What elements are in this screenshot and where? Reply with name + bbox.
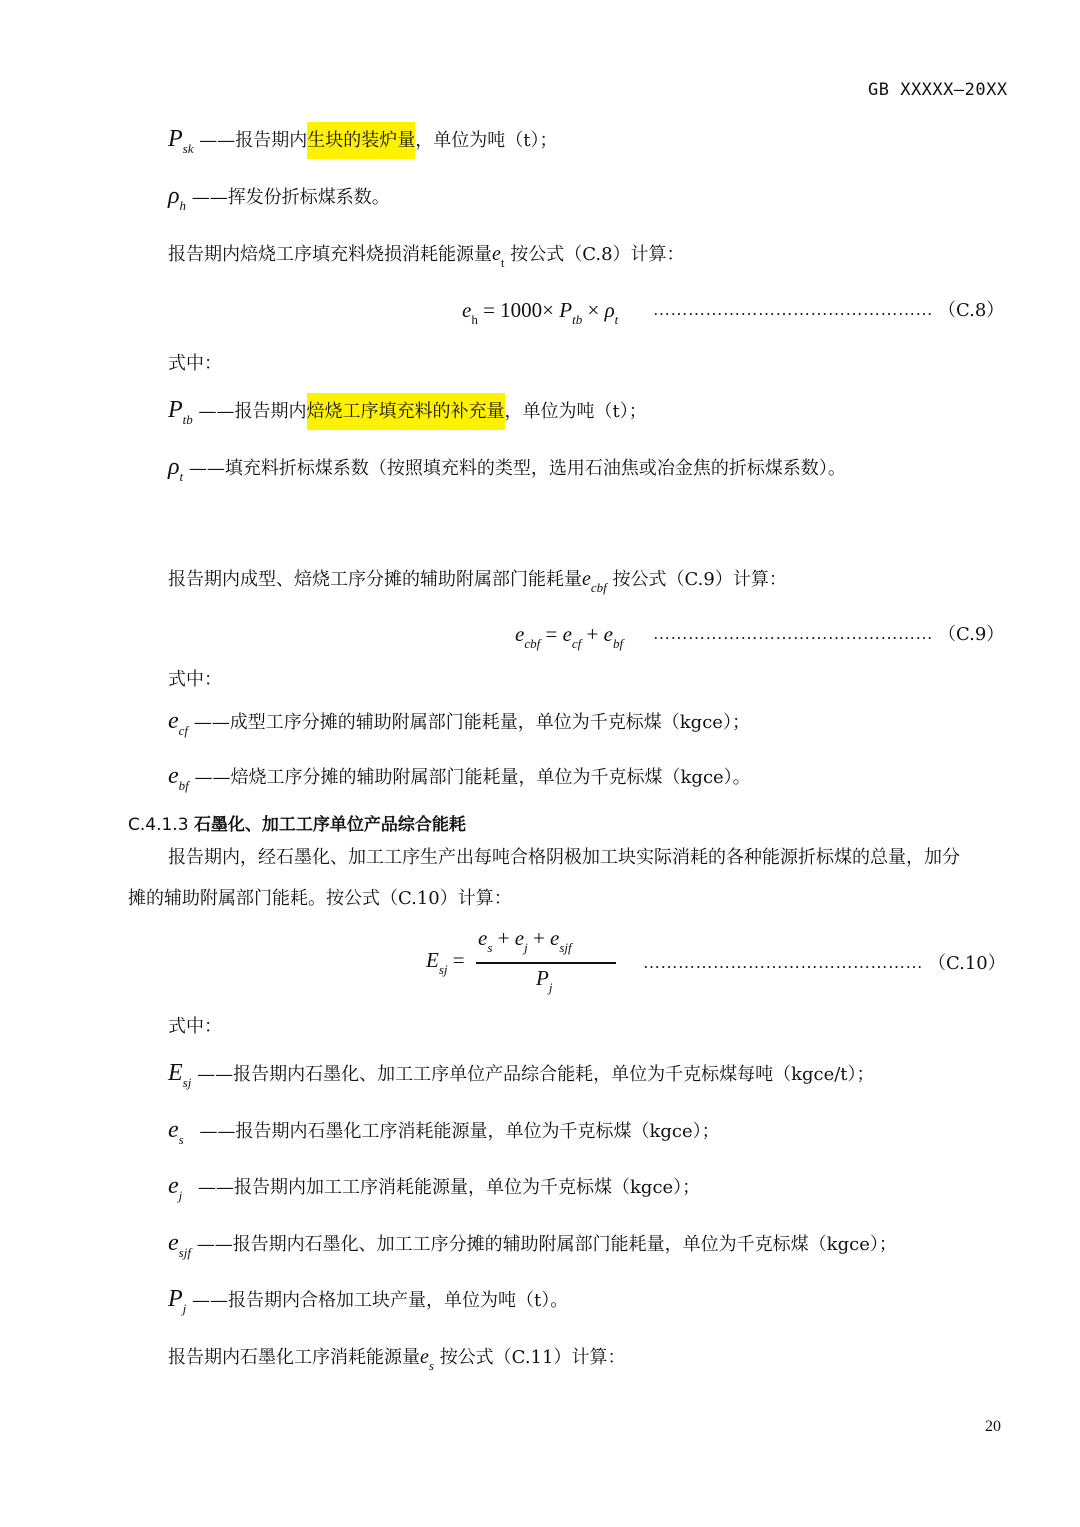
symbol-sub: bf [178, 778, 189, 793]
eq-rho-sub: t [614, 312, 619, 327]
def-psk [168, 127, 557, 154]
paragraph-line: 报告期内，经石墨化、加工工序生产出每吨合格阴极加工块实际消耗的各种能源折标煤的总量，加分 [168, 847, 960, 868]
eq-b-sub: bf [612, 636, 624, 651]
def-text: ——报告期内合格加工块产量，单位为吨（t）。 [192, 1290, 569, 1311]
symbol-rho: ρ [168, 454, 180, 480]
def-es [168, 1118, 720, 1145]
def-ptb [168, 398, 647, 425]
symbol-p: P [168, 1286, 183, 1312]
symbol-e: e [168, 763, 179, 789]
symbol-e: e [168, 708, 179, 734]
def-text: ——焙烧工序分摊的辅助附属部门能耗量，单位为千克标煤（kgce）。 [194, 767, 751, 788]
equation-c8 [462, 298, 619, 327]
symbol-sub: t [179, 469, 184, 484]
symbol-sub: tb [182, 412, 193, 427]
def-text: ——报告期内石墨化、加工工序单位产品综合能耗，单位为千克标煤每吨（kgce/t）； [197, 1064, 875, 1085]
eq-lhs-sub: cbf [524, 636, 541, 651]
eq-rho: ρ [604, 298, 615, 322]
symbol-e: e [168, 1173, 179, 1199]
symbol-sub: sj [182, 1075, 192, 1090]
symbol-e: e [582, 568, 591, 590]
where-label: 式中： [168, 353, 222, 374]
def-esj [168, 1061, 875, 1088]
symbol-sub: s [178, 1132, 184, 1147]
def-text: ——填充料折标煤系数（按照填充料的类型，选用石油焦或冶金焦的折标煤系数）。 [188, 458, 846, 479]
paragraph-text: 按公式（C.9）计算： [612, 569, 787, 590]
eq-n2-sub: j [524, 940, 528, 955]
eq-op: = [545, 622, 558, 646]
where-label: 式中： [168, 669, 222, 690]
equation-c10-denominator [536, 966, 553, 995]
def-text: ——报告期内石墨化、加工工序分摊的辅助附属部门能耗量，单位为千克标煤（kgce）； [196, 1234, 897, 1255]
eq-times: × [587, 298, 600, 322]
symbol-sub: t [500, 255, 505, 270]
paragraph-text: 按公式（C.11）计算： [439, 1347, 626, 1368]
symbol-rho: ρ [168, 183, 180, 209]
eq-lhs: e [515, 622, 525, 646]
eq-lhs-sub: h [471, 312, 478, 327]
def-text: ——报告期内 [198, 401, 307, 422]
symbol-e: e [168, 1230, 179, 1256]
def-ej [168, 1174, 700, 1201]
def-esjf [168, 1231, 897, 1258]
symbol-sub: s [428, 1358, 434, 1373]
def-text: ——成型工序分摊的辅助附属部门能耗量，单位为千克标煤（kgce）； [193, 712, 750, 733]
equation-c10-lhs [426, 948, 465, 977]
equation-leader-dots: ………………………………………… [653, 624, 933, 643]
symbol-sub: h [179, 198, 187, 213]
eq-den-sub: j [548, 980, 553, 995]
paragraph-c11-intro [168, 1345, 625, 1371]
eq-p: P [559, 298, 573, 322]
symbol-p: P [168, 397, 183, 423]
paragraph-c8-intro [168, 242, 685, 268]
paragraph-c9-intro [168, 567, 787, 593]
def-ecf [168, 709, 750, 736]
eq-b: e [603, 622, 613, 646]
def-rho-h [168, 184, 390, 211]
paragraph-line: 摊的辅助附属部门能耗。按公式（C.10）计算： [128, 888, 512, 909]
eq-op: = [452, 948, 465, 972]
paragraph-text: 报告期内焙烧工序填充料烧损消耗能源量 [168, 244, 492, 265]
equation-c10-numerator [478, 926, 572, 955]
symbol-sub: sk [182, 141, 194, 156]
where-label: 式中： [168, 1016, 222, 1037]
page-number: 20 [985, 1418, 1001, 1435]
symbol-sub: cbf [590, 580, 607, 595]
symbol-sub: cf [178, 723, 189, 738]
equation-leader-dots: ………………………………………… [643, 953, 923, 972]
def-text: ——报告期内加工工序消耗能源量，单位为千克标煤（kgce）； [198, 1177, 701, 1198]
fraction-bar [476, 962, 616, 964]
equation-leader-dots: ………………………………………… [653, 300, 933, 319]
eq-n1-sub: s [487, 940, 493, 955]
eq-plus: + [497, 926, 510, 950]
eq-plus: + [532, 926, 545, 950]
paragraph-text: 报告期内石墨化工序消耗能源量 [168, 1347, 420, 1368]
eq-n1: e [478, 926, 488, 950]
eq-n3-sub: sjf [559, 940, 572, 955]
symbol-e: e [168, 1117, 179, 1143]
symbol-p: P [168, 126, 183, 152]
paragraph-text: 报告期内成型、焙烧工序分摊的辅助附属部门能耗量 [168, 569, 582, 590]
def-text: ——报告期内石墨化工序消耗能源量，单位为千克标煤（kgce）； [199, 1121, 720, 1142]
equation-number: （C.10） [928, 953, 1006, 974]
paragraph-text: 按公式（C.8）计算： [510, 244, 685, 265]
eq-plus: + [586, 622, 599, 646]
def-text: ——报告期内 [199, 130, 308, 151]
standard-code: GB XXXXX—20XX [868, 80, 1008, 100]
def-ebf [168, 764, 751, 791]
def-pj [168, 1287, 568, 1314]
highlight-text: 焙烧工序填充料的补充量 [307, 393, 505, 430]
symbol-e: e [420, 1346, 429, 1368]
eq-den: P [536, 966, 549, 990]
eq-a-sub: cf [571, 636, 582, 651]
def-text: ，单位为吨（t）； [504, 401, 647, 422]
def-rho-t [168, 455, 846, 482]
eq-p-sub: tb [572, 312, 583, 327]
symbol-sub: j [178, 1188, 183, 1203]
symbol-e: e [492, 243, 501, 265]
eq-n3: e [550, 926, 560, 950]
eq-n2: e [514, 926, 525, 950]
eq-op: = 1000× [483, 298, 555, 322]
section-number: C.4.1.3 [128, 815, 189, 835]
equation-number: （C.9） [938, 624, 1005, 645]
symbol-sub: j [182, 1301, 187, 1316]
section-title: 石墨化、加工工序单位产品综合能耗 [193, 815, 466, 835]
eq-lhs-sub: sj [438, 962, 448, 977]
eq-lhs: E [426, 948, 439, 972]
section-heading [128, 810, 466, 835]
highlight-text: 生块的装炉量 [307, 122, 415, 159]
eq-lhs: e [462, 298, 472, 322]
eq-a: e [562, 622, 572, 646]
equation-number: （C.8） [938, 300, 1005, 321]
def-text: ——挥发份折标煤系数。 [191, 187, 390, 208]
symbol-sub: sjf [178, 1245, 191, 1260]
symbol-E: E [168, 1060, 183, 1086]
def-text: ，单位为吨（t）； [415, 130, 558, 151]
equation-c9 [515, 622, 624, 651]
